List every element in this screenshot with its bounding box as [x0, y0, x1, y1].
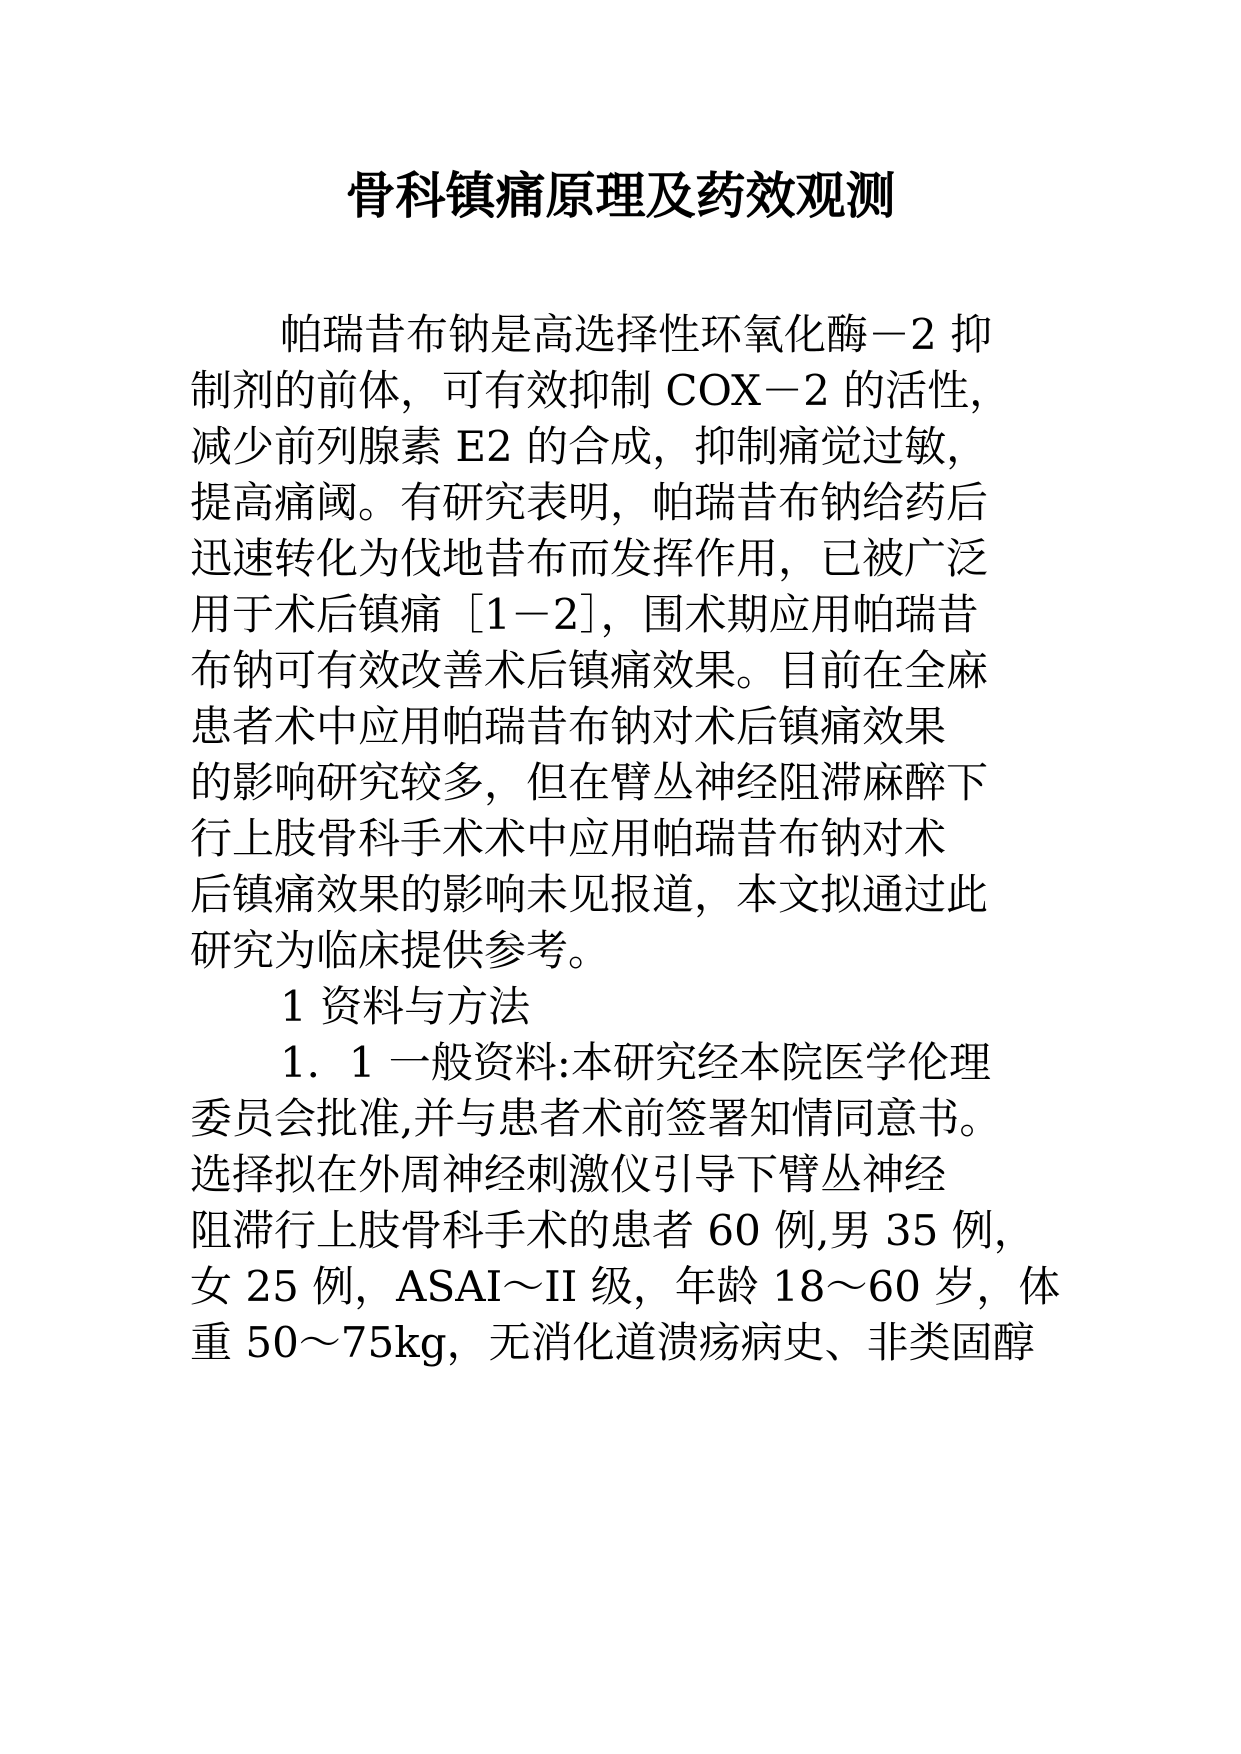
body-line-18: 女 25 例，ASAI～II 级，年龄 18～60 岁，体	[190, 1262, 1061, 1311]
body-line-8: 患者术中应用帕瑞昔布钠对术后镇痛效果	[190, 702, 947, 751]
document-title: 骨科镇痛原理及药效观测	[345, 166, 896, 225]
body-line-7: 布钠可有效改善术后镇痛效果。目前在全麻	[190, 646, 989, 695]
body-line-9: 的影响研究较多，但在臂丛神经阻滞麻醉下	[190, 758, 989, 807]
body-line-15: 委员会批准,并与患者术前签署知情同意书。	[190, 1094, 1002, 1143]
section-heading: 1 资料与方法	[280, 982, 531, 1031]
body-line-19: 重 50～75kg，无消化道溃疡病史、非类固醇	[190, 1318, 1035, 1367]
body-line-16: 选择拟在外周神经刺激仪引导下臂丛神经	[190, 1150, 947, 1199]
body-line-6: 用于术后镇痛［1－2］，围术期应用帕瑞昔	[190, 590, 979, 639]
body-line-3: 减少前列腺素 E2 的合成，抑制痛觉过敏，	[190, 422, 989, 471]
body-line-2: 制剂的前体，可有效抑制 COX－2 的活性，	[190, 366, 1012, 415]
body-line-11: 后镇痛效果的影响未见报道，本文拟通过此	[190, 870, 989, 919]
body-line-17: 阻滞行上肢骨科手术的患者 60 例,男 35 例，	[190, 1206, 1036, 1255]
body-line-1: 帕瑞昔布钠是高选择性环氧化酶－2 抑	[280, 310, 993, 359]
body-line-4: 提高痛阈。有研究表明，帕瑞昔布钠给药后	[190, 478, 989, 527]
body-line-14: 1．1 一般资料:本研究经本院医学伦理	[280, 1038, 991, 1087]
body-line-5: 迅速转化为伐地昔布而发挥作用，已被广泛	[190, 534, 989, 583]
body-line-12: 研究为临床提供参考。	[190, 926, 611, 975]
body-line-10: 行上肢骨科手术术中应用帕瑞昔布钠对术	[190, 814, 947, 863]
